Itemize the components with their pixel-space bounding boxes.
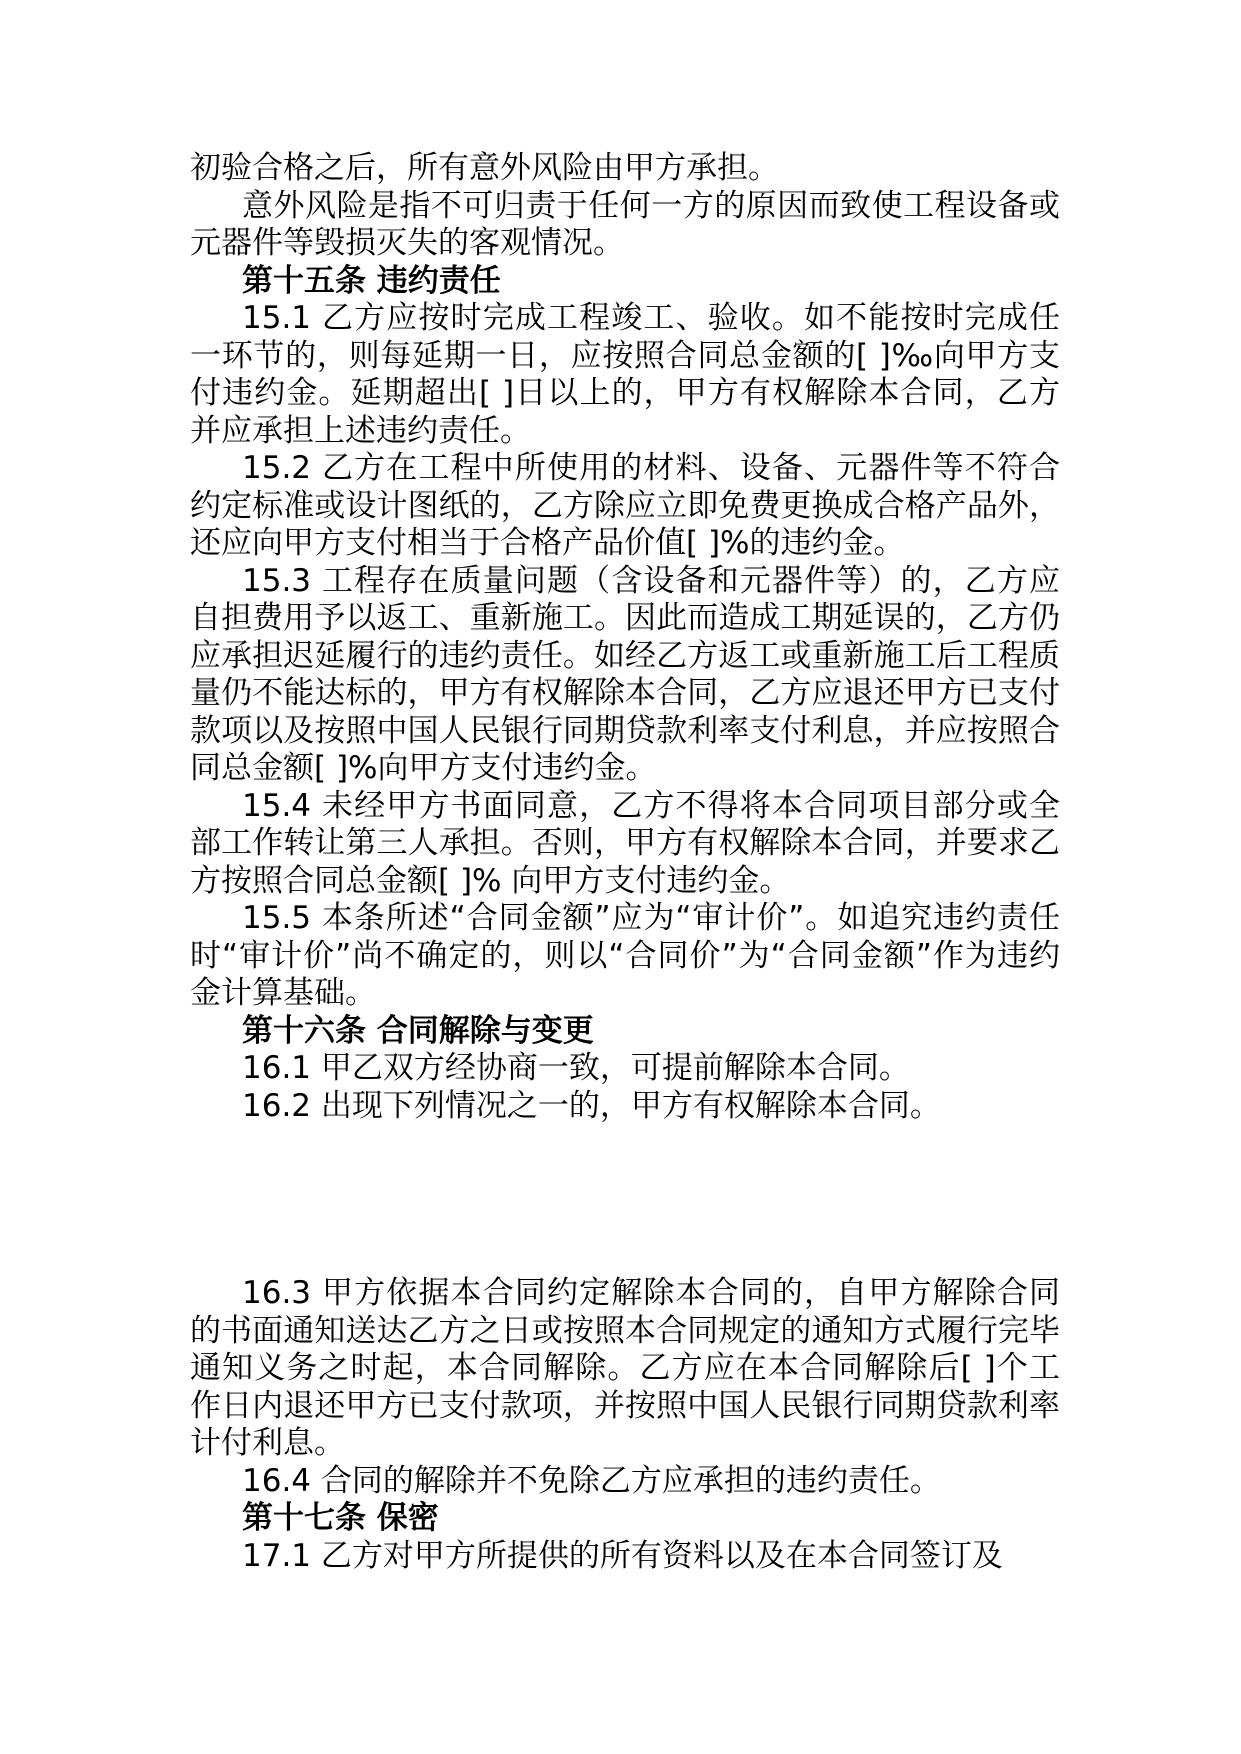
paragraph-risk-definition: 意外风险是指不可归责于任何一方的原因而致使工程设备或元器件等毁损灭失的客观情况。 <box>190 187 1060 261</box>
clause-16-3: 16.3 甲方依据本合同约定解除本合同的，自甲方解除合同的书面通知送达乙方之日或按照本合同规定的通知方式履行完毕通知义务之时起，本合同解除。乙方应在本合同解除后[ ]个工作日内退还甲方已支付款项，并按照中国人民银行同期贷款利率计付利息。 <box>190 1275 1060 1461</box>
clause-15-2: 15.2 乙方在工程中所使用的材料、设备、元器件等不符合约定标准或设计图纸的，乙方除应立即免费更换成合格产品外，还应向甲方支付相当于合格产品价值[ ]%的违约金。 <box>190 450 1060 561</box>
article-16-heading: 第十六条 合同解除与变更 <box>242 1012 594 1049</box>
blank-space <box>190 1125 1060 1275</box>
clause-16-2: 16.2 出现下列情况之一的，甲方有权解除本合同。 <box>242 1087 941 1124</box>
article-15-heading: 第十五条 违约责任 <box>242 262 501 299</box>
clause-15-5: 15.5 本条所述“合同金额”应为“审计价”。如追究违约责任时“审计价”尚不确定的，则以“合同价”为“合同金额”作为违约金计算基础。 <box>190 900 1060 1011</box>
clause-16-4: 16.4 合同的解除并不免除乙方应承担的违约责任。 <box>242 1462 941 1499</box>
clause-17-1: 17.1 乙方对甲方所提供的所有资料以及在本合同签订及 <box>242 1537 1003 1574</box>
document-page <box>190 150 1060 1575</box>
clause-15-3: 15.3 工程存在质量问题（含设备和元器件等）的，乙方应自担费用予以返工、重新施工。因此而造成工期延误的，乙方仍应承担迟延履行的违约责任。如经乙方返工或重新施工后工程质量仍不能达标的，甲方有权解除本合同，乙方应退还甲方已支付款项以及按照中国人民银行同期贷款利率支付利息，并应按照合同总金额[ ]%向甲方支付违约金。 <box>190 562 1060 786</box>
article-17-heading: 第十七条 保密 <box>242 1500 439 1536</box>
paragraph-risk-transfer: 初验合格之后，所有意外风险由甲方承担。 <box>190 150 779 186</box>
clause-16-1: 16.1 甲乙双方经协商一致，可提前解除本合同。 <box>242 1050 910 1086</box>
clause-15-1: 15.1 乙方应按时完成工程竣工、验收。如不能按时完成任一环节的，则每延期一日，应按照合同总金额的[ ]‰向甲方支付违约金。延期超出[ ]日以上的，甲方有权解除本合同，乙方并应承担上述违约责任。 <box>190 300 1060 449</box>
clause-15-4: 15.4 未经甲方书面同意，乙方不得将本合同项目部分或全部工作转让第三人承担。否则，甲方有权解除本合同，并要求乙方按照合同总金额[ ]% 向甲方支付违约金。 <box>190 787 1060 899</box>
